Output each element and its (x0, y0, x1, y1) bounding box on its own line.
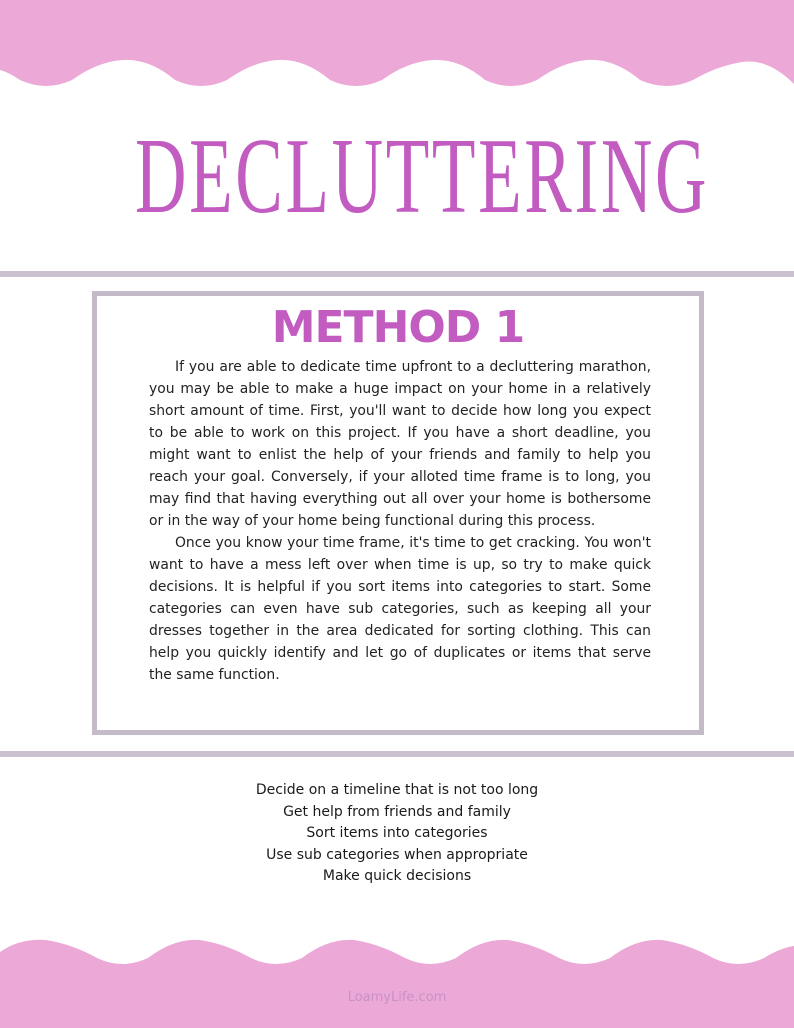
method-paragraph-2: Once you know your time frame, it's time to get cracking. You won't want to have a mess left over when time is up, so try to make quick decisions. It is helpful if you sort items into categories to start. Some categories can even have sub categories, such as keeping all your dresses together in the area dedicated for sorting clothing. This can help you quickly identify and let go of duplicates or items that serve the same function. (149, 535, 651, 683)
method-heading: METHOD 1 (271, 302, 525, 353)
top-wave-border (0, 0, 794, 92)
tip-item: Make quick decisions (322, 868, 472, 884)
tip-item: Use sub categories when appropriate (266, 846, 528, 863)
divider-bottom (0, 751, 794, 757)
method-paragraph-1: If you are able to dedicate time upfront to a decluttering marathon, you may be able to make a huge impact on your home in a relatively short amount of time. First, you'll want to decide how long you expect to be able to work on this project. If you have a short deadline, you might want to enlist the help of your friends and family to help you reach your goal. Conversely, if your alloted time frame is to long, you may find that having everything out all over your home is bothersome or in the way of your home being functional during this process. (149, 359, 651, 529)
bottom-wave-shape (0, 940, 794, 1028)
footer-website: LoamyLife.com (347, 990, 447, 1005)
tip-item: Decide on a timeline that is not too long (255, 782, 539, 798)
method-body (149, 356, 651, 686)
tip-item: Sort items into categories (306, 825, 488, 841)
bottom-wave-border (0, 936, 794, 1028)
divider-top (0, 271, 794, 277)
method-box (92, 291, 704, 735)
top-wave-shape (0, 0, 794, 86)
tip-item: Get help from friends and family (283, 803, 511, 820)
page-title: DECLUTTERING (134, 117, 710, 236)
tips-list (0, 780, 794, 888)
